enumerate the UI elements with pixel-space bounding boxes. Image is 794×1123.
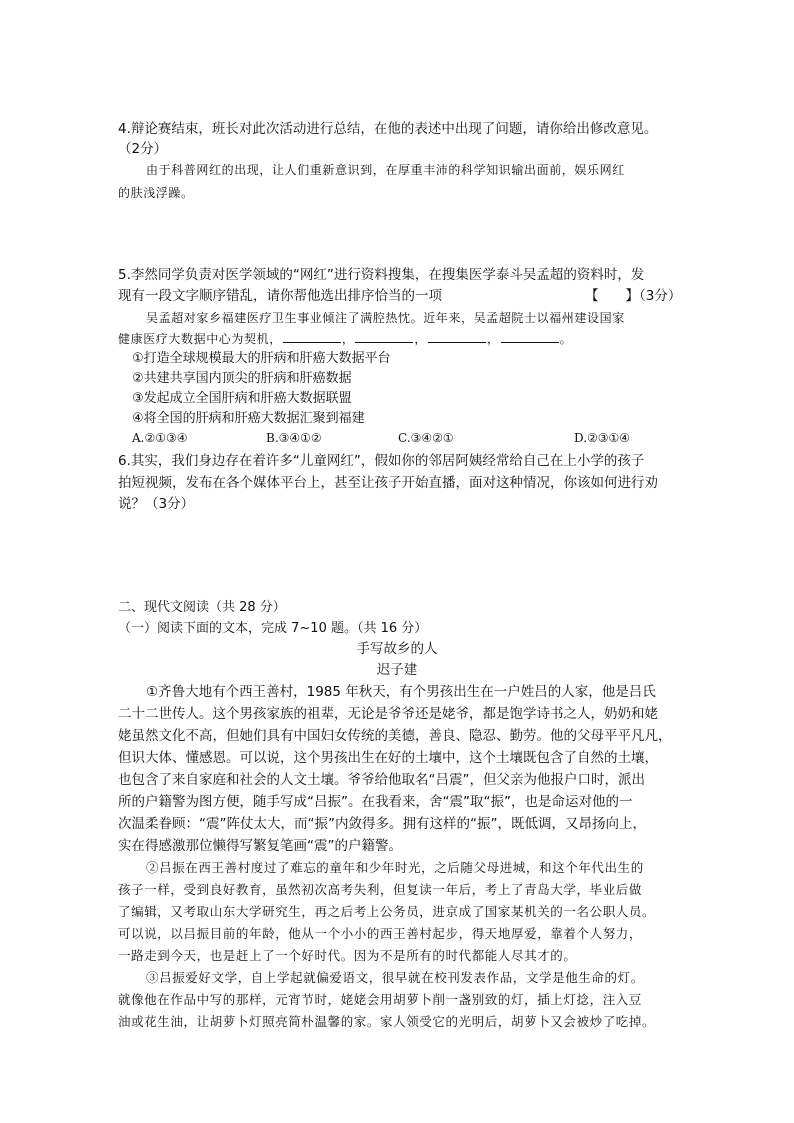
q5-option-d: D.②③①④	[574, 431, 631, 445]
q5-item-1: ①打造全球规模最大的肝病和肝癌大数据平台	[132, 351, 391, 366]
answer-blank	[501, 330, 559, 343]
q5-item-3: ③发起成立全国肝病和肝癌大数据联盟	[132, 391, 352, 406]
q6-line-2: 拍短视频，发布在各个媒体平台上，甚至让孩子开始直播，面对这种情况，你该如何进行劝	[118, 475, 658, 491]
para1-line-8: 实在得感激那位懒得写繁复笔画“震”的户籍警。	[118, 838, 402, 854]
q5-option-c: C.③④②①	[398, 431, 454, 445]
para3-line-3: 油或花生油，让胡萝卜灯照亮简朴温馨的家。家人领受它的光明后，胡萝卜又会被炒了吃掉。	[118, 1014, 656, 1029]
para2-line-5: 一路走到今天，也是赶上了一个好时代。因为不是所有的时代都能人尽其才的。	[118, 948, 577, 963]
para1-line-4: 但识大体、懂感恩。可以说，这个男孩出生在好的土壤中，这个土壤既包含了自然的土壤，	[118, 750, 658, 766]
q4-prompt: 4.辩论赛结束，班长对此次活动进行总结，在他的表述中出现了问题，请你给出修改意见。	[118, 121, 658, 137]
answer-blank	[355, 330, 413, 343]
para1-line-1: ①齐鲁大地有个西王善村，1985 年秋天，有个男孩出生在一户姓吕的人家，他是吕氏	[146, 684, 656, 700]
section-subheading: （一）阅读下面的文本，完成 7~10 题。（共 16 分）	[118, 621, 428, 636]
q4-score: （2分）	[118, 141, 168, 157]
q6-line-1: 6.其实，我们身边存在着许多“儿童网红”，假如你的邻居阿姨经常给自己在上小学的孩子	[118, 453, 645, 469]
para1-line-5: 也包含了来自家庭和社会的人文土壤。爷爷给他取名“吕震”，但父亲为他报户口时，派出	[118, 772, 645, 788]
para1-line-6: 所的户籍警为图方便，随手写成“吕振”。在我看来，舍“震”取“振”，也是命运对他的一	[118, 794, 633, 810]
q6-line-3: 说？（3分）	[118, 496, 195, 512]
q5-item-4: ④将全国的肝病和肝癌大数据汇聚到福建	[132, 411, 365, 426]
q4-quote-line-1: 由于科普网红的出现，让人们重新意识到，在厚重丰沛的科学知识输出面前，娱乐网红	[146, 163, 625, 177]
q5-option-b: B.③④①②	[266, 431, 322, 445]
para1-line-3: 姥虽然文化不高，但她们具有中国妇女传统的美德，善良、隐忍、勤劳。他的父母平平凡凡，	[118, 728, 672, 744]
answer-blank	[283, 330, 341, 343]
q4-quote-line-2: 的肤浅浮躁。	[118, 186, 194, 200]
article-title: 手写故乡的人	[356, 641, 438, 657]
para2-line-1: ②吕振在西王善村度过了难忘的童年和少年时光，之后随父母进城，和这个年代出生的	[146, 860, 644, 875]
para1-line-7: 次温柔眷顾：“震”阵仗太大，而“振”内敛得多。拥有这样的“振”，既低调，又昂扬向上，	[118, 816, 646, 832]
q5-prompt-line-2: 现有一段文字顺序错乱，请你帮他选出排序恰当的一项	[118, 288, 442, 304]
para2-line-3: 了编辑，又考取山东大学研究生，再之后考上公务员，进京成了国家某机关的一名公职人员。	[118, 904, 656, 919]
q5-passage-line-2: 健康医疗大数据中心为契机， ， ， ， 。	[118, 332, 573, 346]
answer-blank	[428, 330, 486, 343]
para3-line-2: 就像他在作品中写的那样，元宵节时，姥姥会用胡萝卜削一盏别致的灯，插上灯捻，注入豆	[118, 992, 643, 1007]
para3-line-1: ③吕振爱好文学，自上学起就偏爱语文，很早就在校刊发表作品，文学是他生命的灯。	[146, 970, 644, 985]
q5-prompt-line-1: 5.李然同学负责对医学领域的“网红”进行资料搜集，在搜集医学泰斗吴孟超的资料时，发	[118, 267, 645, 283]
q5-passage-lead: 健康医疗大数据中心为契机，	[118, 332, 282, 346]
q5-passage-line-1: 吴孟超对家乡福建医疗卫生事业倾注了满腔热忱。近年来，吴孟超院士以福州建设国家	[146, 311, 625, 325]
para2-line-2: 孩子一样，受到良好教育，虽然初次高考失利，但复读一年后，考上了青岛大学，毕业后做	[118, 882, 643, 897]
q5-option-a: A.②①③④	[132, 431, 188, 445]
q5-item-2: ②共建共享国内顶尖的肝病和肝癌数据	[132, 371, 352, 386]
section-heading: 二、现代文阅读（共 28 分）	[118, 600, 286, 615]
para1-line-2: 二十二世传人。这个男孩家族的祖辈，无论是爷爷还是姥爷，都是饱学诗书之人，奶奶和姥	[118, 706, 658, 722]
article-author: 迟子建	[376, 662, 418, 678]
q5-answer-bracket: 【 】（3分）	[585, 288, 682, 304]
para2-line-4: 可以说，以吕振目前的年龄，他从一个小小的西王善村起步，得天地厚爱，靠着个人努力，	[118, 926, 643, 941]
